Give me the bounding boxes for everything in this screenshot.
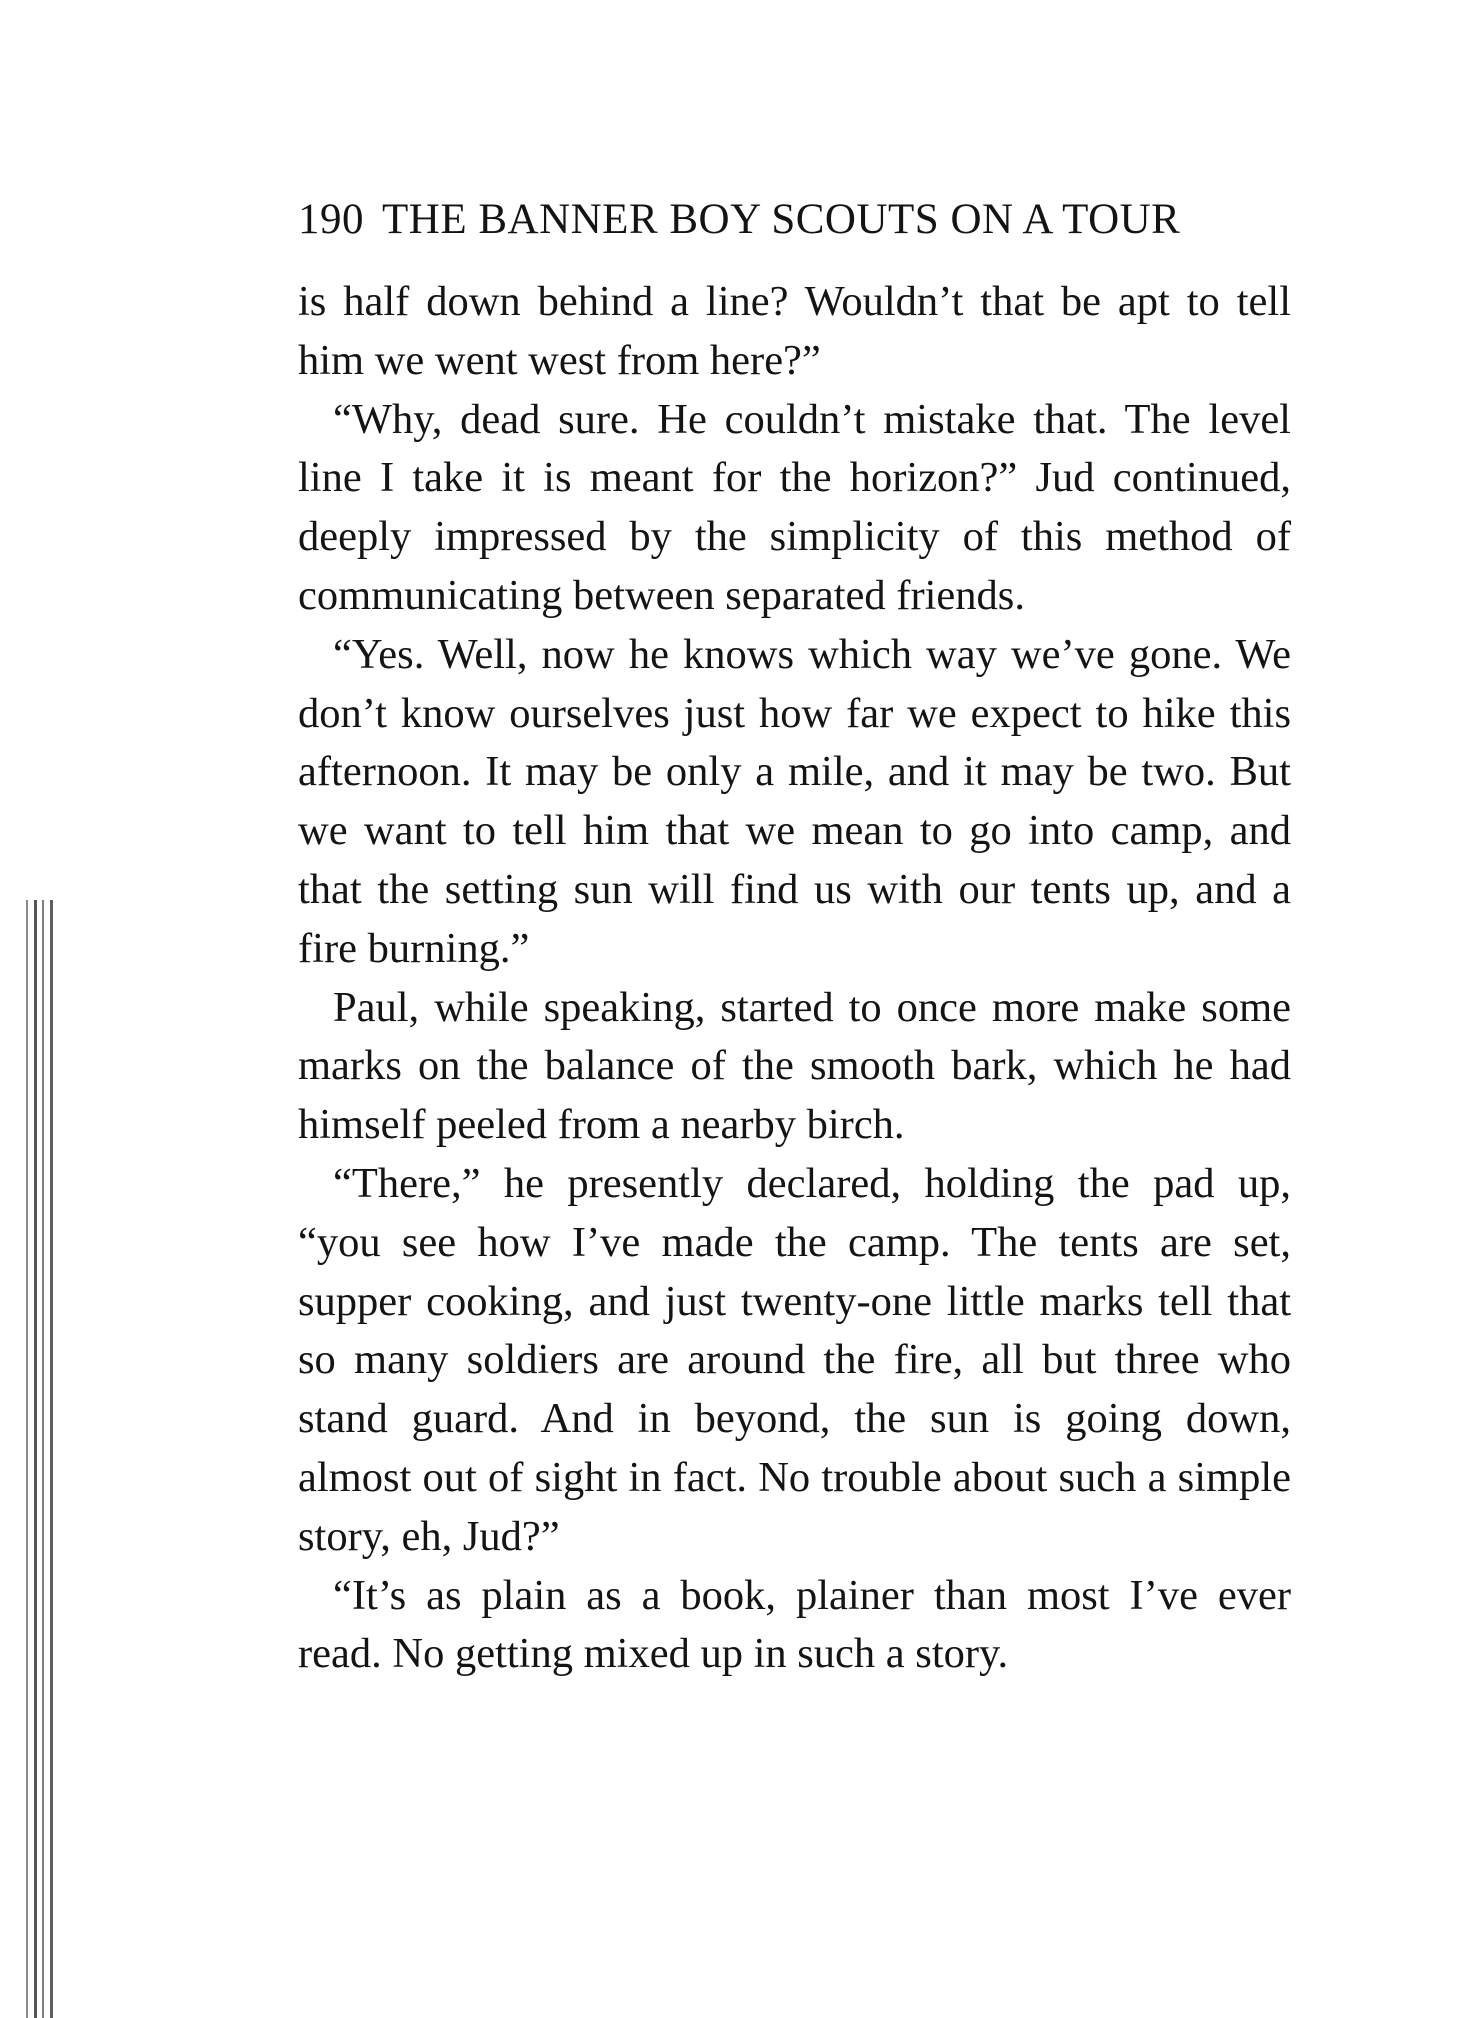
- paragraph: “Yes. Well, now he knows which way we’ve gone. We don’t know ourselves just how far we expect to hike this afternoon. It may be only a mile, and it may be two. But we want to tell him that we mean to go into camp, and that the setting sun will find us with our tents up, and a fire burning.”: [298, 630, 1291, 972]
- paragraph: Paul, while speaking, started to once more make some marks on the balance of the smooth bark, which he had himself peeled from a nearby birch.: [298, 983, 1291, 1149]
- body-text: [298, 273, 1291, 1684]
- paragraph: “It’s as plain as a book, plainer than most I’ve ever read. No getting mixed up in such a story.: [298, 1571, 1291, 1678]
- paragraph: “There,” he presently declared, holding the pad up, “you see how I’ve made the camp. The tents are set, supper cooking, and just twenty-one little marks tell that so many soldiers are around the fire, all but three who stand guard. And in beyond, the sun is going down, almost out of sight in fact. No trouble about such a simple story, eh, Jud?”: [298, 1159, 1291, 1560]
- running-head: [298, 190, 1298, 250]
- running-title: THE BANNER BOY SCOUTS ON A TOUR: [382, 196, 1181, 243]
- page-number: 190: [298, 196, 364, 243]
- paragraph: “Why, dead sure. He couldn’t mistake that. The level line I take it is meant for the horizon?” Jud continued, deeply impressed by the simplicity of this method of communicating between separated friends.: [298, 395, 1291, 619]
- scan-edge-lines: [22, 900, 62, 2018]
- paragraph: is half down behind a line? Wouldn’t that be apt to tell him we went west from here?”: [298, 278, 1291, 384]
